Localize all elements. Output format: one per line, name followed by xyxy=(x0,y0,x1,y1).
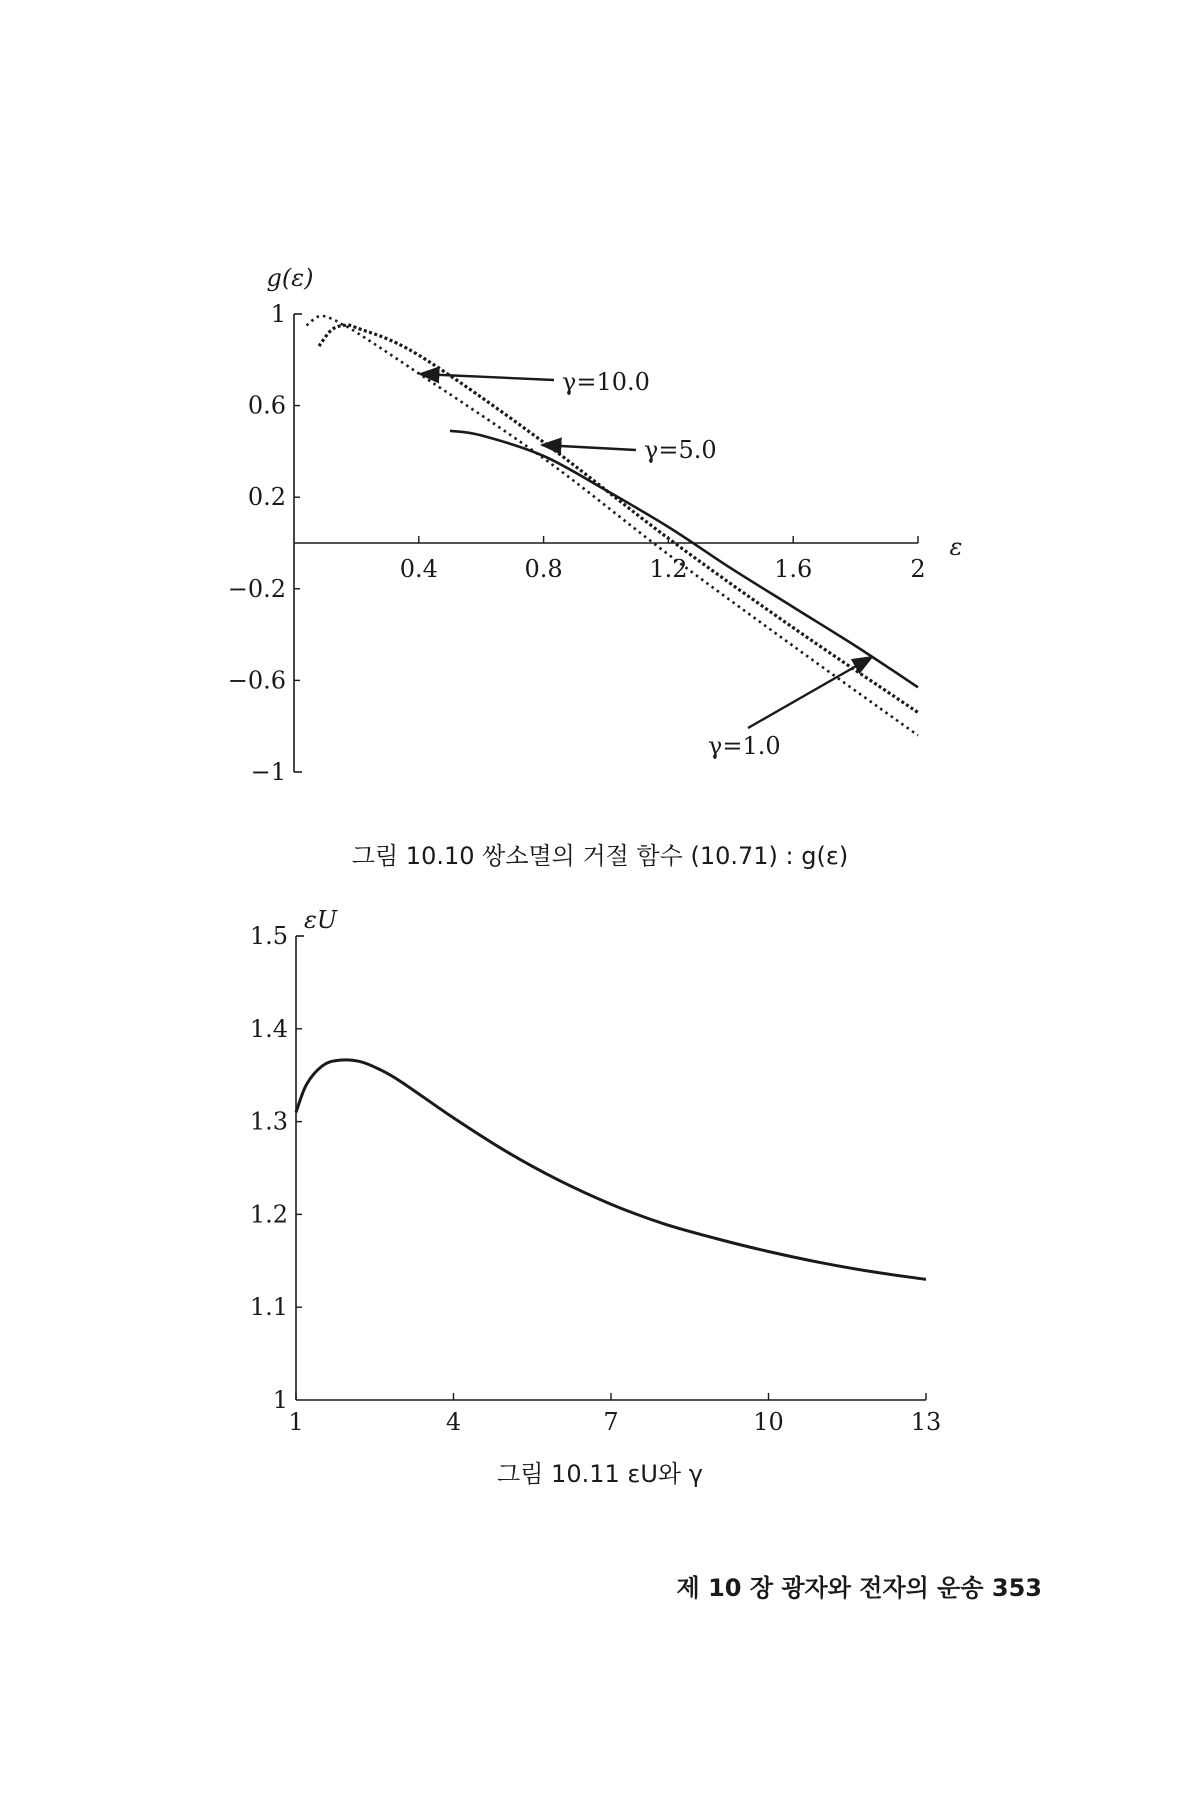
page-footer: 제 10 장 광자와 전자의 운송 353 xyxy=(676,1574,1042,1602)
x-tick-label: 4 xyxy=(445,1408,462,1436)
y-tick-label: 1.4 xyxy=(249,1014,288,1043)
series-line-0 xyxy=(296,1060,926,1279)
annotation-label-1: γ=5.0 xyxy=(644,436,717,464)
figure-10-10-caption: 그림 10.10 쌍소멸의 거절 함수 (10.71) : g(ε) xyxy=(351,842,849,870)
y-tick-label: 0.6 xyxy=(247,391,286,420)
x-tick-label: 7 xyxy=(603,1408,619,1436)
x-tick-label: 1 xyxy=(288,1408,304,1436)
figure-10-11-chart xyxy=(0,880,1200,1440)
y-tick-label: 1.2 xyxy=(249,1200,288,1229)
y-tick-label: 1.1 xyxy=(249,1293,288,1322)
y-tick-label: 0.2 xyxy=(247,483,286,512)
y-tick-label: 1.3 xyxy=(249,1107,288,1136)
y-tick-label: 1 xyxy=(272,1386,288,1414)
x-tick-label: 13 xyxy=(910,1408,942,1436)
y-tick-label: 1.5 xyxy=(249,922,288,950)
y-axis-label: εU xyxy=(304,906,338,934)
x-tick-label: 0.4 xyxy=(399,555,438,583)
y-tick-label: −0.6 xyxy=(227,666,286,695)
x-tick-label: 0.8 xyxy=(524,555,563,583)
x-tick-label: 2 xyxy=(910,555,926,583)
x-tick-label: 1.6 xyxy=(774,555,813,583)
figure-10-11-caption: 그림 10.11 εU와 γ xyxy=(497,1460,703,1488)
x-axis-label: ε xyxy=(949,533,963,561)
x-tick-label: 1.2 xyxy=(649,555,688,583)
figure-10-10-chart xyxy=(0,0,1200,820)
y-tick-label: −1 xyxy=(250,758,286,786)
x-tick-label: 10 xyxy=(753,1408,784,1436)
annotation-label-0: γ=10.0 xyxy=(562,368,650,396)
annotation-arrow-2 xyxy=(748,657,872,728)
y-axis-label: g(ε) xyxy=(266,264,314,292)
y-tick-label: −0.2 xyxy=(227,574,286,603)
annotation-label-2: γ=1.0 xyxy=(708,732,781,760)
annotation-arrow-1 xyxy=(542,445,636,450)
y-tick-label: 1 xyxy=(270,300,286,328)
annotation-arrow-0 xyxy=(420,374,554,380)
